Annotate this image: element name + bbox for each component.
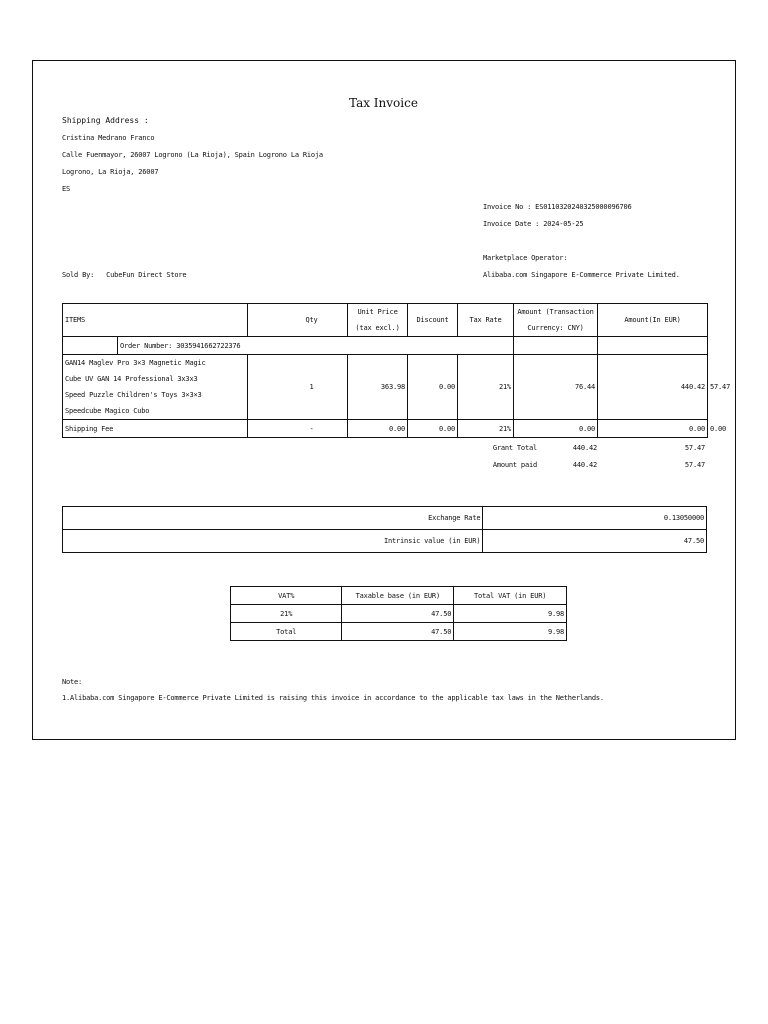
address-country: ES [62, 185, 71, 193]
intrinsic-value-label: Intrinsic value (in EUR) [63, 530, 483, 553]
vat-total-row [231, 623, 567, 641]
customer-name: Cristina Medrano Franco [62, 134, 155, 142]
vat-row [231, 605, 567, 623]
shipping-fee-tax-amount: 0.00 [514, 420, 598, 438]
vat-total-base: 47.50 [342, 623, 454, 641]
header-unit-price-line1: Unit Price [357, 308, 398, 316]
invoice-title: Tax Invoice [349, 96, 418, 110]
address-street: Calle Fuenmayor, 26007 Logrono (La Rioja), Spain Logrono La Rioja [62, 151, 323, 159]
items-header-row [63, 304, 708, 337]
grant-total-cny: 440.42 [572, 443, 597, 452]
header-tax-rate: Tax Rate [458, 304, 514, 337]
marketplace-operator-name: Alibaba.com Singapore E-Commerce Private Limited. [483, 271, 680, 279]
vat-total: 9.98 [454, 605, 567, 623]
shipping-fee-label: Shipping Fee [63, 420, 248, 438]
vat-rate: 21% [231, 605, 342, 623]
address-city: Logrono, La Rioja, 26007 [62, 168, 159, 176]
header-amount-transaction-line1: Amount (Transaction [517, 308, 594, 316]
header-unit-price-line2: (tax excl.) [355, 324, 400, 332]
invoice-page [32, 60, 736, 740]
shipping-fee-discount: 0.00 [408, 420, 458, 438]
amount-paid-row [482, 456, 707, 473]
items-table [62, 303, 731, 438]
product-amount-cny: 440.42 [598, 355, 708, 420]
product-name-line: GAN14 Maglev Pro 3×3 Magnetic Magic [65, 359, 206, 367]
product-discount: 0.00 [408, 355, 458, 420]
vat-table [230, 586, 567, 641]
vat-header-rate: VAT% [231, 587, 342, 605]
exchange-rate-value: 0.13050000 [483, 507, 707, 530]
note-label: Note: [62, 678, 83, 686]
order-spacer [63, 337, 118, 355]
product-unit-price: 363.98 [348, 355, 408, 420]
product-name-line: Speed Puzzle Children's Toys 3×3×3 [65, 391, 202, 399]
amount-paid-cny: 440.42 [572, 460, 597, 469]
product-qty: 1 [248, 355, 348, 420]
header-items: ITEMS [63, 304, 248, 337]
totals-table [482, 439, 707, 473]
grant-total-row [482, 439, 707, 456]
marketplace-operator-label: Marketplace Operator: [483, 254, 568, 262]
order-empty-eur [598, 337, 708, 355]
header-amount-transaction [514, 304, 598, 337]
note-text: 1.Alibaba.com Singapore E-Commerce Private Limited is raising this invoice in accordance to the applicable tax laws in the Netherlands. [62, 694, 604, 702]
product-tax-rate: 21% [458, 355, 514, 420]
product-row: GAN14 Maglev Pro 3×3 Magnetic Magic Cube UV GAN 14 Professional 3x3x3 Speed Puzzle Children's Toys 3×3×3 Speedcube Magico Cubo 1 363.98 0.00 21% 76.44 440.42 57.47 [63, 355, 708, 420]
header-qty: Qty [248, 304, 348, 337]
invoice-number: Invoice No : ES0110320240325000096706 [483, 203, 632, 211]
order-empty-cny [514, 337, 598, 355]
vat-header-total: Total VAT (in EUR) [454, 587, 567, 605]
vat-header-base: Taxable base (in EUR) [342, 587, 454, 605]
product-name-line: Cube UV GAN 14 Professional 3x3x3 [65, 375, 198, 383]
shipping-fee-row: Shipping Fee - 0.00 0.00 21% 0.00 0.00 0.00 [63, 420, 708, 438]
amount-paid-label: Amount paid [492, 460, 537, 469]
intrinsic-value-row [63, 530, 707, 553]
amount-paid-eur: 57.47 [684, 460, 705, 469]
order-number: Order Number: 3035941662722376 [118, 337, 514, 355]
product-name [63, 355, 248, 420]
grant-total-label: Grant Total [492, 443, 537, 452]
shipping-fee-unit-price: 0.00 [348, 420, 408, 438]
exchange-table [62, 506, 707, 553]
shipping-fee-qty: - [248, 420, 348, 438]
intrinsic-value-value: 47.50 [483, 530, 707, 553]
vat-total-label: Total [231, 623, 342, 641]
vat-total-amount: 9.98 [454, 623, 567, 641]
shipping-fee-tax-rate: 21% [458, 420, 514, 438]
header-discount: Discount [408, 304, 458, 337]
invoice-date: Invoice Date : 2024-05-25 [483, 220, 584, 228]
order-number-row [63, 337, 708, 355]
grant-total-eur: 57.47 [684, 443, 705, 452]
exchange-rate-row [63, 507, 707, 530]
vat-header-row [231, 587, 567, 605]
exchange-rate-label: Exchange Rate [63, 507, 483, 530]
vat-base: 47.50 [342, 605, 454, 623]
product-tax-amount: 76.44 [514, 355, 598, 420]
shipping-address-label: Shipping Address : [62, 116, 149, 125]
header-amount-eur: Amount(In EUR) [598, 304, 708, 337]
sold-by: Sold By: CubeFun Direct Store [62, 271, 187, 279]
product-name-line: Speedcube Magico Cubo [65, 407, 150, 415]
header-unit-price [348, 304, 408, 337]
shipping-fee-amount-cny: 0.00 [598, 420, 708, 438]
header-amount-transaction-line2: Currency: CNY) [527, 324, 584, 332]
